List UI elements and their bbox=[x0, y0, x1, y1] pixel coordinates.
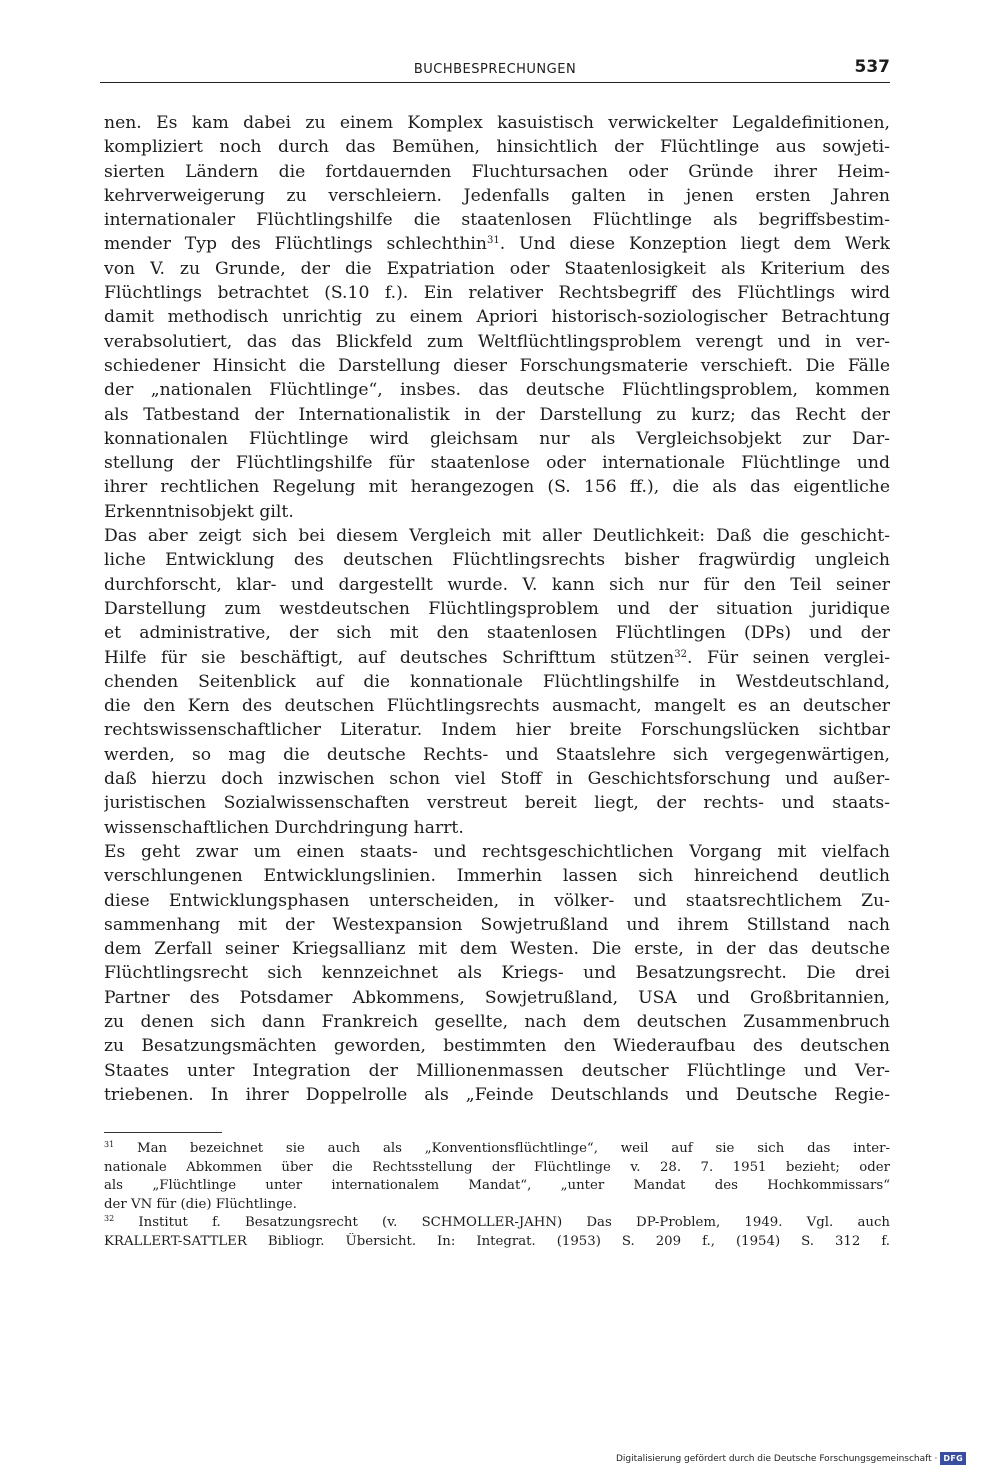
running-head bbox=[100, 57, 890, 82]
text-line-text: werden, so mag die deutsche Rechts- und Staatslehre sich vergegenwärtigen, bbox=[104, 744, 890, 765]
text-line-text: Flüchtlingsrecht sich kennzeichnet als Kriegs- und Besatzungsrecht. Die drei bbox=[104, 963, 890, 984]
text-line bbox=[104, 816, 890, 840]
text-line-text: diese Entwicklungsphasen unterscheiden, in völker- und staatsrechtlichem Zu- bbox=[104, 890, 890, 911]
text-line bbox=[104, 427, 890, 451]
text-line bbox=[104, 184, 890, 208]
text-line-text: sammenhang mit der Westexpansion Sowjetrußland und ihrem Stillstand nach bbox=[104, 914, 890, 935]
text-line bbox=[104, 961, 890, 985]
text-line-text: verschlungenen Entwicklungslinien. Immerhin lassen sich hinreichend deutlich bbox=[104, 866, 890, 887]
footnote-reference: 32 bbox=[674, 648, 687, 660]
text-line bbox=[104, 500, 890, 524]
text-line-text: daß hierzu doch inzwischen schon viel Stoff in Geschichtsforschung und außer- bbox=[104, 769, 890, 790]
text-line-text: internationaler Flüchtlingshilfe die staatenlosen Flüchtlinge als begriffsbestim- bbox=[104, 210, 890, 231]
text-line-text: . Und diese Konzeption liegt dem Werk bbox=[499, 234, 890, 255]
footnote-reference: 31 bbox=[486, 235, 500, 247]
credit-text: Digitalisierung gefördert durch die Deutsche Forschungsgemeinschaft · bbox=[615, 1453, 938, 1464]
text-line bbox=[104, 573, 890, 597]
text-line-text: liche Entwicklung des deutschen Flüchtlingsrechts bisher fragwürdig ungleich bbox=[104, 550, 890, 571]
text-line-text: Das aber zeigt sich bei diesem Vergleich mit aller Deutlichkeit: Daß die geschicht- bbox=[104, 526, 890, 547]
text-line bbox=[104, 160, 890, 184]
text-line-text: Es geht zwar um einen staats- und rechtsgeschichtlichen Vorgang mit vielfach bbox=[104, 841, 890, 862]
text-line bbox=[104, 718, 890, 742]
text-line-text: Erkenntnisobjekt gilt. bbox=[104, 501, 294, 522]
text-line-text: juristischen Sozialwissenschaften verstreut bereit liegt, der rechts- und staats- bbox=[104, 793, 890, 814]
text-line-text: kehrverweigerung zu verschleiern. Jedenfalls galten in jenen ersten Jahren bbox=[104, 185, 890, 206]
text-line-text: wissenschaftlichen Durchdringung harrt. bbox=[104, 817, 464, 838]
text-line bbox=[104, 743, 890, 767]
text-line bbox=[104, 646, 890, 670]
text-line bbox=[104, 621, 890, 645]
text-line-text: verabsolutiert, das das Blickfeld zum Weltflüchtlingsproblem verengt und in ver- bbox=[104, 331, 890, 352]
text-line-text: et administrative, der sich mit den staatenlosen Flüchtlingen (DPs) und der bbox=[104, 623, 890, 644]
text-line-text: ihrer rechtlichen Regelung mit herangezogen (S. 156 ff.), die als das eigentliche bbox=[104, 477, 890, 498]
text-line-text: schiedener Hinsicht die Darstellung dieser Forschungsmaterie verschieft. Die Fälle bbox=[104, 355, 890, 376]
footnote-line-text: als „Flüchtlinge unter internationalem Mandat“, „unter Mandat des Hochkommissars“ bbox=[104, 1178, 890, 1194]
footnote-marker: 31 bbox=[104, 1140, 115, 1149]
footnote-line-text: der VN für (die) Flüchtlinge. bbox=[104, 1196, 297, 1212]
text-line-text: die den Kern des deutschen Flüchtlingsrechts ausmacht, mangelt es an deutscher bbox=[104, 696, 890, 717]
text-line-text: Staates unter Integration der Millionenmassen deutscher Flüchtlinge und Ver- bbox=[104, 1060, 890, 1081]
text-line-text: kompliziert noch durch das Bemühen, hinsichtlich der Flüchtlinge aus sowjeti- bbox=[104, 137, 890, 158]
footnote-line bbox=[104, 1177, 890, 1196]
text-line-text: Darstellung zum westdeutschen Flüchtlingsproblem und der situation juridique bbox=[104, 598, 890, 619]
text-line bbox=[104, 1059, 890, 1083]
footnote-line-text: Man bezeichnet sie auch als „Konventionsflüchtlinge“, weil auf sie sich das inter- bbox=[114, 1141, 890, 1156]
text-line bbox=[104, 330, 890, 354]
footnote-line bbox=[104, 1140, 890, 1159]
footnote-line-text: KRALLERT-SATTLER Bibliogr. Übersicht. In: Integrat. (1953) S. 209 f., (1954) S. 312 f. bbox=[104, 1233, 890, 1249]
text-line-text: konnationalen Flüchtlinge wird gleichsam nur als Vergleichsobjekt zur Dar- bbox=[104, 428, 890, 449]
text-line bbox=[104, 281, 890, 305]
footnote-line bbox=[104, 1196, 890, 1215]
text-line-text: nen. Es kam dabei zu einem Komplex kasuistisch verwickelter Legaldefinitionen, bbox=[104, 113, 890, 133]
text-line bbox=[104, 135, 890, 159]
text-line-text: dem Zerfall seiner Kriegsallianz mit dem Westen. Die erste, in der das deutsche bbox=[104, 939, 890, 960]
footnote-rule bbox=[104, 1132, 222, 1133]
text-line bbox=[104, 694, 890, 718]
text-line bbox=[104, 864, 890, 888]
text-line bbox=[104, 889, 890, 913]
text-line-text: Hilfe für sie beschäftigt, auf deutsches Schrifttum stützen bbox=[104, 647, 675, 668]
text-line-text: mender Typ des Flüchtlings schlechthin bbox=[104, 234, 487, 255]
body-text bbox=[104, 111, 890, 1107]
text-line bbox=[104, 913, 890, 937]
text-line-text: zu Besatzungsmächten geworden, bestimmten den Wiederaufbau des deutschen bbox=[104, 1036, 890, 1057]
text-line-text: durchforscht, klar- und dargestellt wurde. V. kann sich nur für den Teil seiner bbox=[104, 574, 890, 595]
text-line bbox=[104, 597, 890, 621]
text-line-text: rechtswissenschaftlicher Literatur. Indem hier breite Forschungslücken sichtbar bbox=[104, 720, 890, 741]
header-rule bbox=[100, 82, 890, 83]
footnote-line bbox=[104, 1159, 890, 1178]
text-line-text: der „nationalen Flüchtlinge“, insbes. das deutsche Flüchtlingsproblem, kommen bbox=[104, 380, 890, 401]
text-line-text: von V. zu Grunde, der die Expatriation oder Staatenlosigkeit als Kriterium des bbox=[104, 258, 890, 279]
footnote-line-text: Institut f. Besatzungsrecht (v. SCHMOLLER-JAHN) Das DP-Problem, 1949. Vgl. auch bbox=[114, 1215, 890, 1231]
text-line bbox=[104, 840, 890, 864]
footnote-line-text: nationale Abkommen über die Rechtsstellung der Flüchtlinge v. 28. 7. 1951 bezieht; oder bbox=[104, 1159, 890, 1175]
section-title: BUCHBESPRECHUNGEN bbox=[413, 62, 577, 77]
text-line bbox=[104, 403, 890, 427]
text-line bbox=[104, 451, 890, 475]
text-line-text: damit methodisch unrichtig zu einem Apriori historisch-soziologischer Betrachtung bbox=[104, 307, 890, 328]
footnotes bbox=[104, 1140, 890, 1252]
text-line-text: als Tatbestand der Internationalistik in der Darstellung zu kurz; das Recht der bbox=[104, 404, 890, 425]
text-line bbox=[104, 791, 890, 815]
text-line bbox=[104, 1083, 890, 1107]
text-line bbox=[104, 232, 890, 256]
text-line bbox=[104, 111, 890, 135]
text-line-text: zu denen sich dann Frankreich gesellte, nach dem deutschen Zusammenbruch bbox=[104, 1011, 890, 1032]
text-line bbox=[104, 378, 890, 402]
text-line-text: triebenen. In ihrer Doppelrolle als „Feinde Deutschlands und Deutsche Regie- bbox=[104, 1084, 890, 1105]
page-number: 537 bbox=[854, 57, 890, 77]
footnote-marker: 32 bbox=[104, 1214, 115, 1224]
text-line bbox=[104, 767, 890, 791]
text-line bbox=[104, 548, 890, 572]
text-line bbox=[104, 1010, 890, 1034]
text-line-text: stellung der Flüchtlingshilfe für staatenlose oder internationale Flüchtlinge und bbox=[104, 453, 890, 474]
text-line bbox=[104, 937, 890, 961]
text-line-text: Partner des Potsdamer Abkommens, Sowjetrußland, USA und Großbritannien, bbox=[104, 987, 890, 1008]
text-line-text: Flüchtlings betrachtet (S.10 f.). Ein relativer Rechtsbegriff des Flüchtlings wird bbox=[104, 283, 890, 304]
text-line bbox=[104, 1034, 890, 1058]
text-line bbox=[104, 670, 890, 694]
text-line bbox=[104, 986, 890, 1010]
text-line bbox=[104, 354, 890, 378]
text-line-text: sierten Ländern die fortdauernden Fluchtursachen oder Gründe ihrer Heim- bbox=[104, 161, 890, 182]
text-line bbox=[104, 305, 890, 329]
text-line bbox=[104, 208, 890, 232]
footnote-line bbox=[104, 1214, 890, 1233]
text-line bbox=[104, 524, 890, 548]
text-line bbox=[104, 475, 890, 499]
text-line-text: . Für seinen verglei- bbox=[686, 647, 890, 668]
footnote-line bbox=[104, 1233, 890, 1252]
dfg-logo: DFG bbox=[940, 1452, 966, 1465]
text-line bbox=[104, 257, 890, 281]
digitization-credit bbox=[616, 1452, 966, 1465]
text-line-text: chenden Seitenblick auf die konnationale Flüchtlingshilfe in Westdeutschland, bbox=[104, 671, 890, 692]
